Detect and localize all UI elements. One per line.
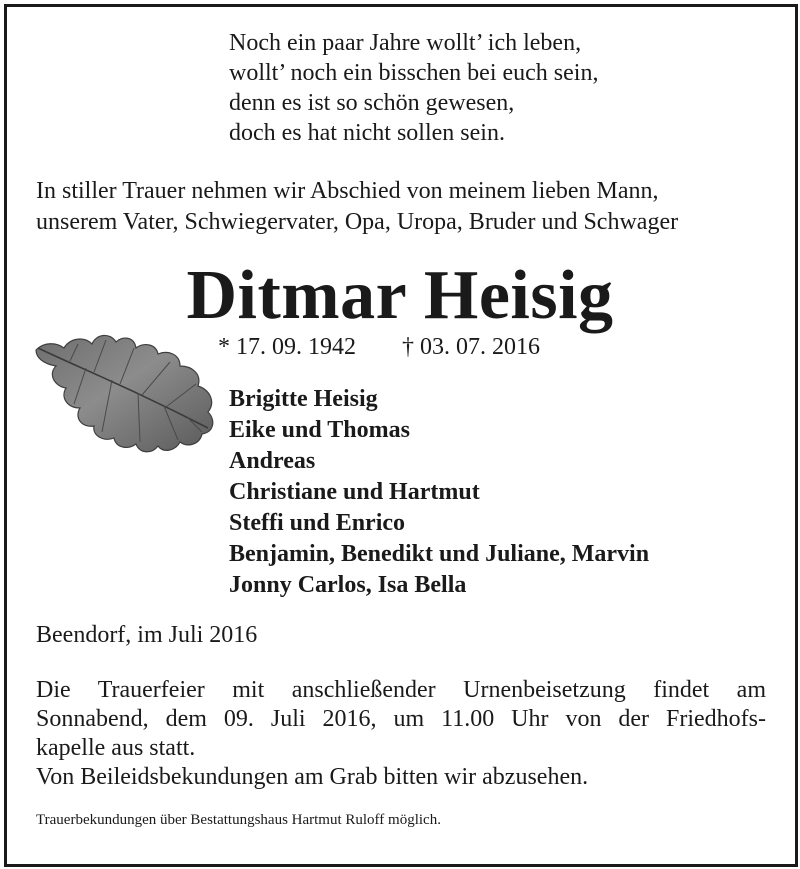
family-member: Jonny Carlos, Isa Bella	[229, 572, 467, 598]
family-list	[229, 384, 649, 601]
family-member: Benjamin, Benedikt und Juliane, Marvin	[229, 541, 650, 567]
footer-note: Trauerbekundungen über Bestattungshaus Hartmut Ruloff möglich.	[36, 812, 441, 828]
poem-line: wollt’ noch ein bisschen bei euch sein,	[229, 60, 599, 86]
poem	[229, 28, 598, 148]
family-member: Eike und Thomas	[229, 417, 410, 443]
poem-line: denn es ist so schön gewesen,	[229, 90, 515, 116]
birth-date: * 17. 09. 1942	[218, 334, 356, 360]
death-date: † 03. 07. 2016	[402, 334, 540, 360]
poem-line: doch es hat nicht sollen sein.	[229, 120, 505, 146]
place-date: Beendorf, im Juli 2016	[36, 622, 258, 648]
family-member: Steffi und Enrico	[229, 510, 406, 536]
service-line: Von Beileidsbekundungen am Grab bitten wir abzusehen.	[36, 764, 589, 790]
service-line: Die Trauerfeier mit anschließender Urnenbeisetzung findet am	[36, 677, 766, 703]
poem-line: Noch ein paar Jahre wollt’ ich leben,	[229, 30, 582, 56]
intro-line: unserem Vater, Schwiegervater, Opa, Uropa, Bruder und Schwager	[36, 209, 679, 235]
funeral-service-info	[36, 676, 766, 792]
family-member: Andreas	[229, 448, 316, 474]
service-line: kapelle aus statt.	[36, 735, 196, 761]
oak-leaf-icon	[30, 328, 230, 458]
intro-text	[36, 176, 766, 238]
life-dates	[218, 332, 540, 362]
deceased-name: Ditmar Heisig	[186, 257, 614, 334]
family-member: Brigitte Heisig	[229, 386, 378, 412]
intro-line: In stiller Trauer nehmen wir Abschied von meinem lieben Mann,	[36, 178, 659, 204]
service-line: Sonnabend, dem 09. Juli 2016, um 11.00 Uhr von der Friedhofs-	[36, 706, 766, 732]
family-member: Christiane und Hartmut	[229, 479, 480, 505]
